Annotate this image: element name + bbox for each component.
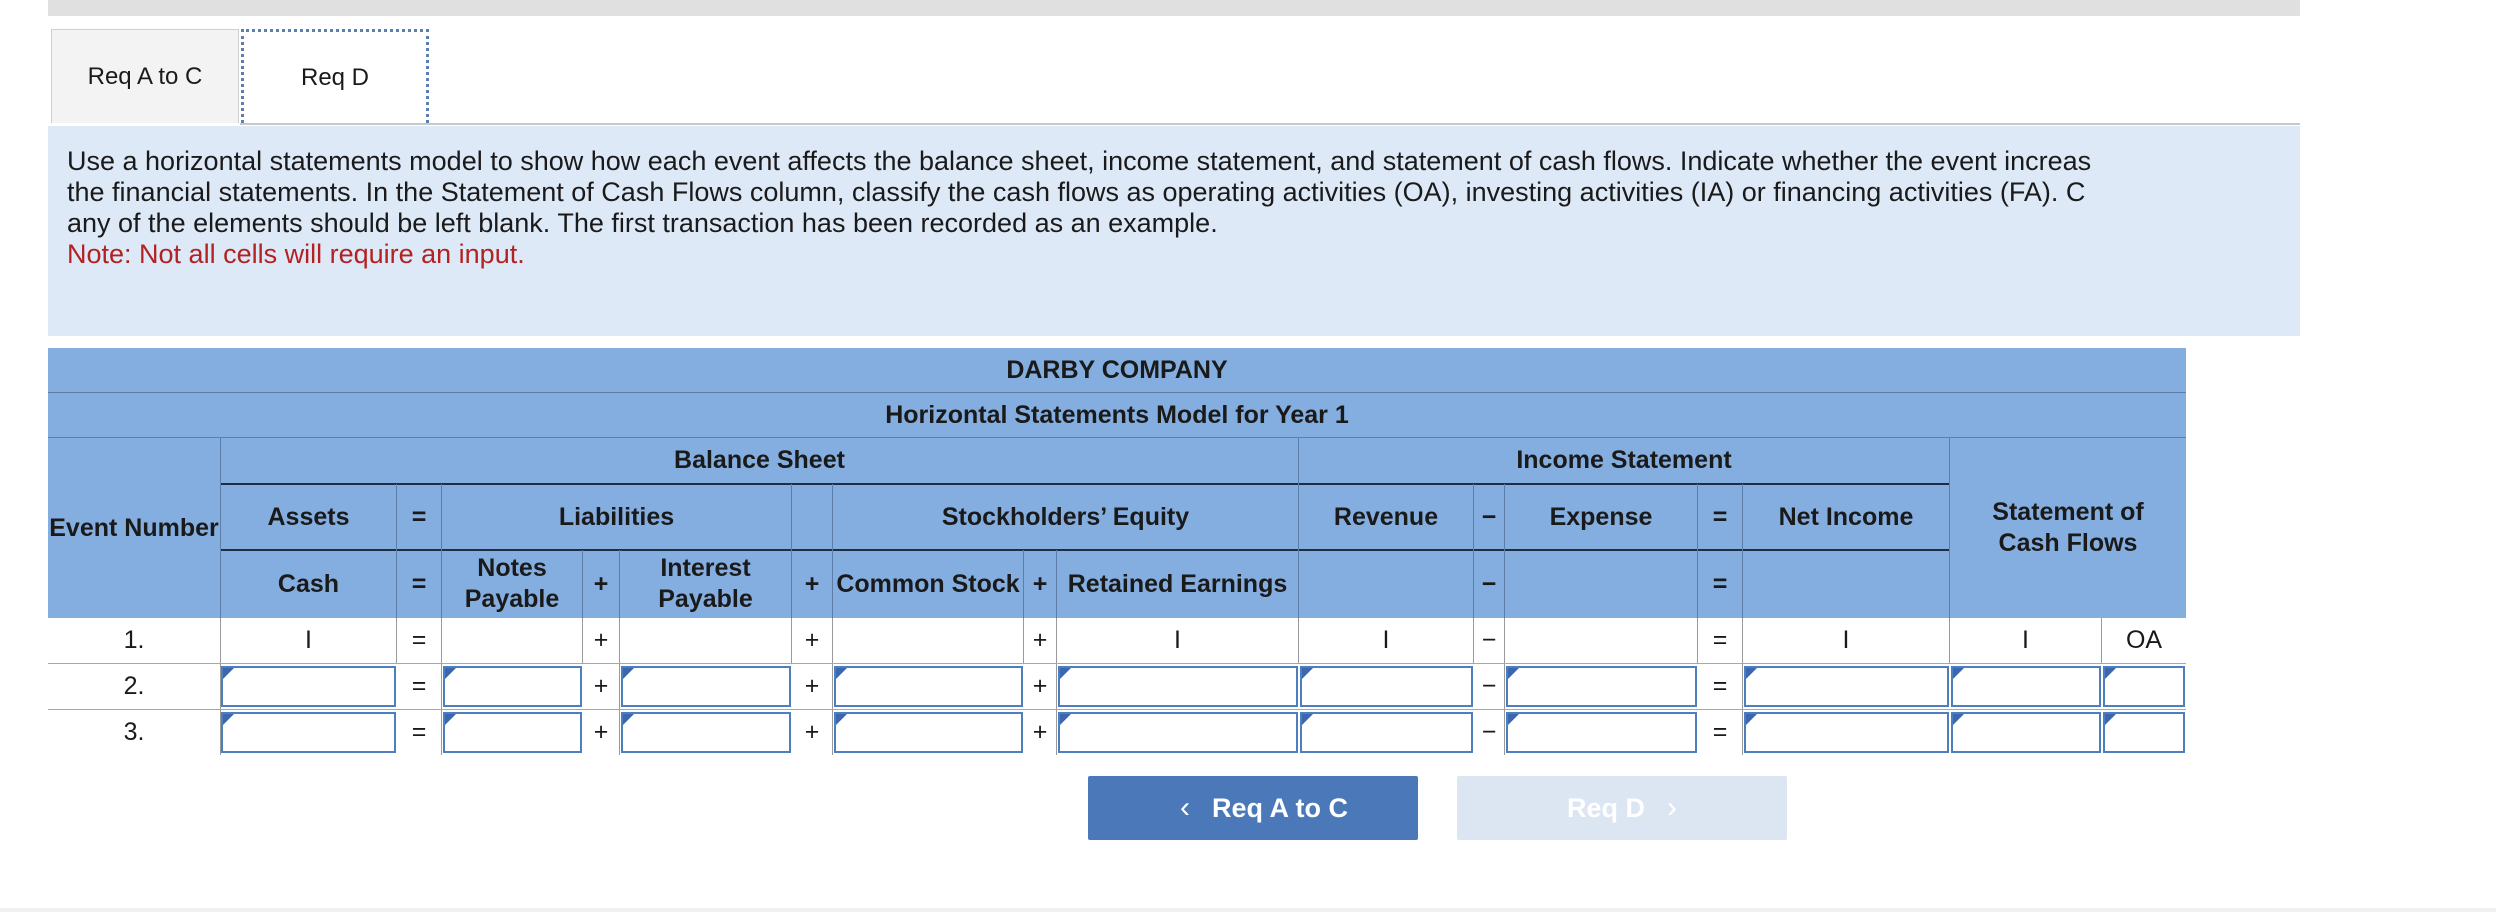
- event-number: 3.: [48, 710, 221, 755]
- retained-earnings-input[interactable]: [1058, 666, 1298, 707]
- net-income-input[interactable]: [1744, 666, 1949, 707]
- common-stock-header: Common Stock: [836, 569, 1020, 598]
- instructions-line-1: Use a horizontal statements model to show how each event affects the balance sheet, income statement, and statement of cash flows. Indicate whether the event increas: [67, 146, 2092, 176]
- chevron-right-icon: ›: [1667, 791, 1677, 824]
- expense-input[interactable]: [1506, 666, 1697, 707]
- expense-blank: [1505, 551, 1697, 617]
- minus-sign: −: [1474, 710, 1505, 755]
- top-bar: [48, 0, 2300, 16]
- plus-sign: +: [1032, 569, 1048, 598]
- event-number: 2.: [48, 664, 221, 709]
- minus-sign: −: [1474, 664, 1505, 709]
- interest-payable-input[interactable]: [621, 666, 791, 707]
- table-row-event-3: [48, 710, 2186, 755]
- revenue-blank: [1299, 551, 1473, 617]
- cash-flow-classification-input[interactable]: [2103, 712, 2185, 753]
- revenue-value: I: [1299, 618, 1474, 663]
- instructions-line-2: the financial statements. In the Statement of Cash Flows column, classify the cash flows as operating activities (OA), investing activities (IA) or financing activities (FA). C: [67, 177, 2086, 207]
- income-statement-header: Income Statement: [1516, 445, 1732, 474]
- equals-sign: =: [397, 664, 442, 709]
- equals-sign: =: [1698, 618, 1743, 663]
- next-req-label: Req D: [1566, 792, 1645, 823]
- event-number-header: Event Number: [49, 513, 219, 542]
- equals-sign: =: [1698, 710, 1743, 755]
- notes-payable-header: Notes Payable: [464, 554, 560, 613]
- prev-req-label: Req A to C: [1212, 792, 1348, 823]
- net-income-header: Net Income: [1778, 502, 1914, 531]
- tab-req-d[interactable]: Req D: [241, 29, 429, 123]
- common-stock-input[interactable]: [834, 712, 1023, 753]
- equals-sign: =: [411, 502, 427, 531]
- plus-sign: +: [1024, 710, 1057, 755]
- revenue-input[interactable]: [1300, 666, 1473, 707]
- plus-sign: +: [792, 710, 833, 755]
- expense-value: [1505, 618, 1698, 663]
- equals-sign: =: [1712, 502, 1728, 531]
- plus-sign: +: [593, 569, 609, 598]
- equals-sign: =: [397, 710, 442, 755]
- notes-payable-value: [442, 618, 583, 663]
- expense-input[interactable]: [1506, 712, 1697, 753]
- plus-sign: +: [792, 664, 833, 709]
- cash-flow-amount-input[interactable]: [1951, 712, 2101, 753]
- table-row-event-1: [48, 618, 2186, 663]
- expense-header: Expense: [1549, 502, 1653, 531]
- cash-flow-classification-input[interactable]: [2103, 666, 2185, 707]
- cash-flow-classification: OA: [2125, 626, 2163, 654]
- interest-payable-input[interactable]: [621, 712, 791, 753]
- cash-flow-amount: I: [1950, 618, 2102, 663]
- liabilities-header: Liabilities: [558, 502, 675, 531]
- instructions-line-3: any of the elements should be left blank. The first transaction has been recorded as an example.: [67, 208, 1218, 238]
- bottom-divider: [0, 908, 2496, 912]
- common-stock-value: [833, 618, 1024, 663]
- cash-flows-header: Statement of Cash Flows: [1992, 498, 2144, 557]
- instructions-panel: [48, 126, 2300, 336]
- tab-divider: [240, 123, 2300, 125]
- net-income-blank: [1743, 551, 1949, 617]
- instructions-note: Note: Not all cells will require an input.: [67, 239, 525, 269]
- revenue-input[interactable]: [1300, 712, 1473, 753]
- notes-payable-input[interactable]: [443, 712, 582, 753]
- cash-input[interactable]: [221, 666, 396, 707]
- interest-payable-header: Interest Payable: [658, 554, 753, 613]
- cash-input[interactable]: [221, 712, 396, 753]
- retained-earnings-input[interactable]: [1058, 712, 1298, 753]
- plus-sign: +: [804, 569, 820, 598]
- tab-req-a-to-c[interactable]: Req A to C: [51, 29, 239, 123]
- blank-operator: [792, 485, 832, 549]
- net-income-value: I: [1743, 618, 1950, 663]
- interest-payable-value: [620, 618, 792, 663]
- balance-sheet-header: Balance Sheet: [674, 445, 845, 474]
- revenue-header: Revenue: [1333, 502, 1439, 531]
- minus-sign: −: [1481, 569, 1497, 598]
- equals-sign: =: [397, 618, 442, 663]
- chevron-left-icon: ‹: [1180, 791, 1190, 824]
- table-row-event-2: [48, 664, 2186, 709]
- plus-sign: +: [583, 618, 620, 663]
- plus-sign: +: [583, 710, 620, 755]
- equity-header: Stockholders’ Equity: [941, 502, 1190, 531]
- plus-sign: +: [1024, 664, 1057, 709]
- prev-req-button[interactable]: [1088, 776, 1418, 840]
- assets-header: Assets: [267, 502, 350, 531]
- equals-sign: =: [1712, 569, 1728, 598]
- plus-sign: +: [583, 664, 620, 709]
- net-income-input[interactable]: [1744, 712, 1949, 753]
- minus-sign: −: [1474, 618, 1505, 663]
- event-number: 1.: [48, 618, 221, 663]
- plus-sign: +: [1024, 618, 1057, 663]
- cash-header: Cash: [277, 569, 340, 598]
- retained-earnings-value: I: [1057, 618, 1299, 663]
- retained-earnings-header: Retained Earnings: [1067, 569, 1288, 598]
- model-subtitle: Horizontal Statements Model for Year 1: [885, 400, 1349, 429]
- horizontal-statements-model: [48, 348, 2186, 755]
- notes-payable-input[interactable]: [443, 666, 582, 707]
- cash-flow-amount-input[interactable]: [1951, 666, 2101, 707]
- company-name: DARBY COMPANY: [1006, 355, 1228, 384]
- equals-sign: =: [1698, 664, 1743, 709]
- equals-sign: =: [411, 569, 427, 598]
- cash-value: I: [221, 618, 397, 663]
- minus-sign: −: [1481, 502, 1497, 531]
- common-stock-input[interactable]: [834, 666, 1023, 707]
- plus-sign: +: [792, 618, 833, 663]
- next-req-button: [1457, 776, 1787, 840]
